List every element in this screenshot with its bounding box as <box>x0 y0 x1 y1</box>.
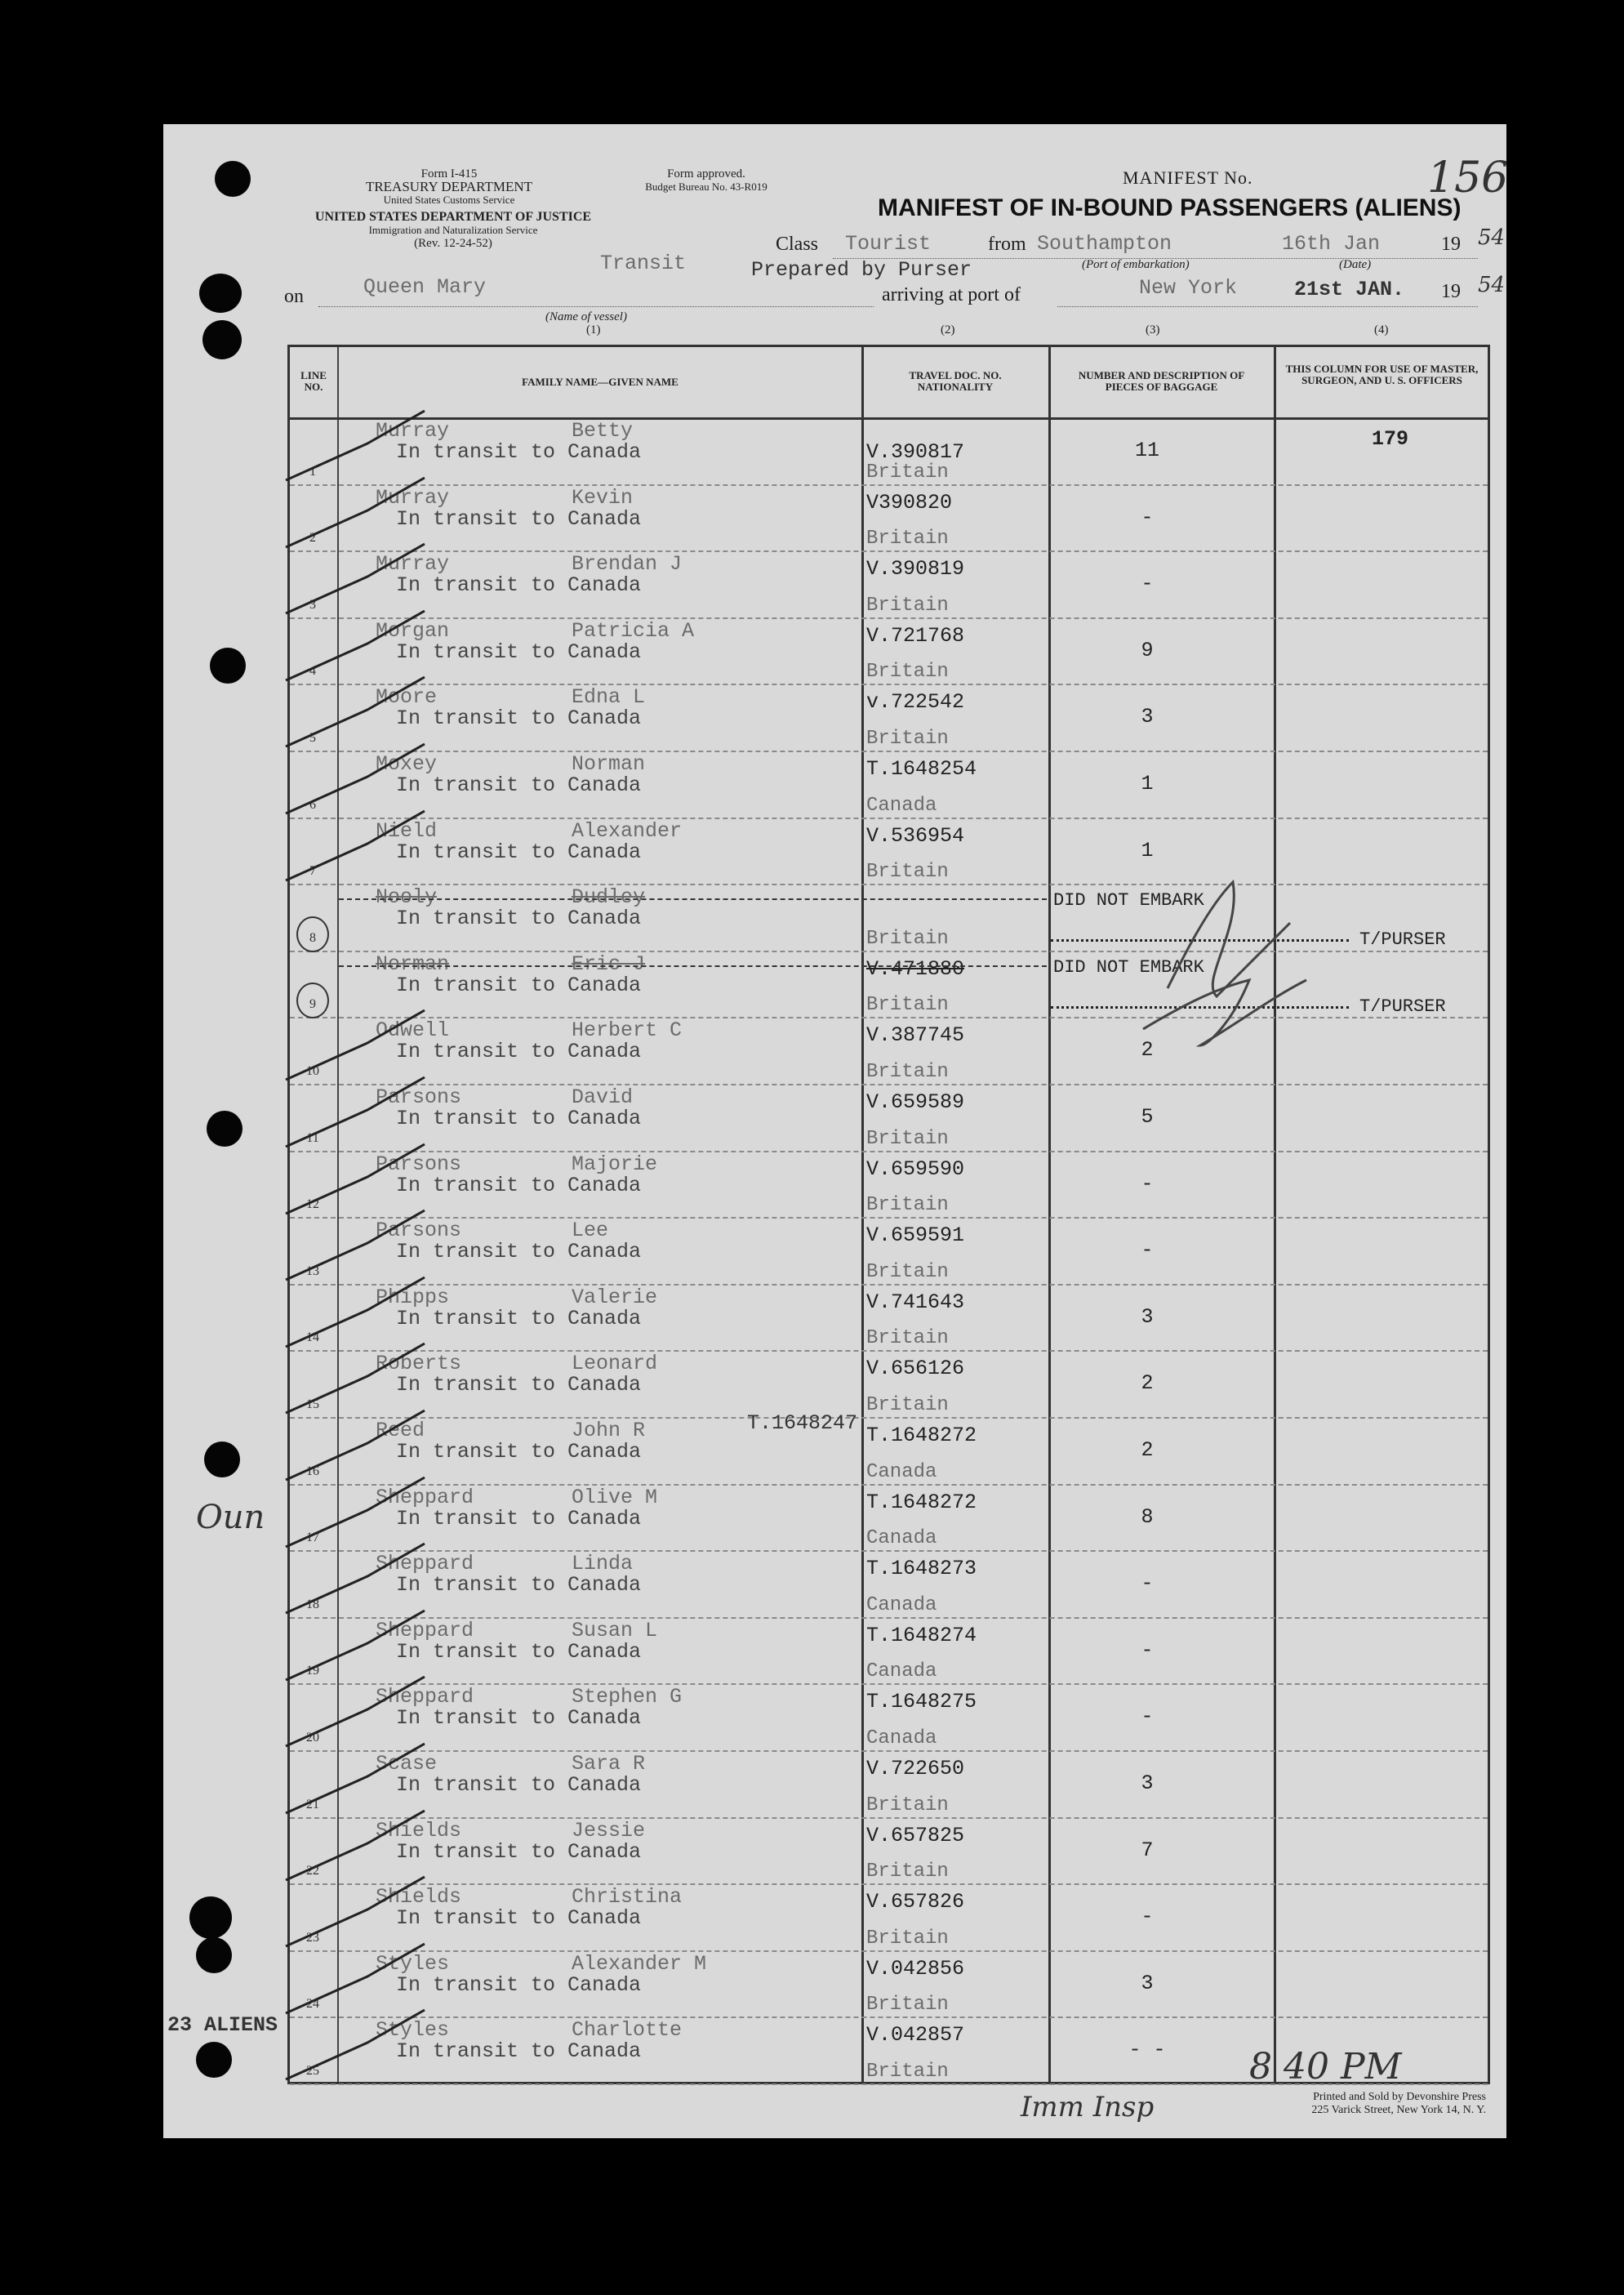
family-name: Odwell <box>376 1018 450 1043</box>
purser-signature <box>1110 858 1355 1054</box>
transit-note: In transit to Canada <box>396 773 642 797</box>
transit-note: In transit to Canada <box>396 440 642 464</box>
transit-note: In transit to Canada <box>396 639 642 664</box>
baggage: - <box>1141 1238 1154 1263</box>
transit-note: In transit to Canada <box>396 506 642 531</box>
family-name: Murray <box>376 552 450 577</box>
family-name: Morgan <box>376 618 450 643</box>
given-name: Patricia A <box>572 618 695 643</box>
transit-label: Transit <box>600 252 687 275</box>
punch-hole <box>204 1442 240 1477</box>
given-name: Betty <box>572 419 634 443</box>
punch-hole <box>189 1896 232 1939</box>
nationality: Britain <box>866 1194 949 1217</box>
baggage: 9 <box>1141 638 1154 662</box>
table-row <box>290 1085 1488 1152</box>
travel-doc: V.656126 <box>866 1357 965 1381</box>
travel-doc: T.1648273 <box>866 1557 977 1581</box>
travel-doc: V.387745 <box>866 1023 965 1048</box>
circled-line-number <box>296 916 329 952</box>
port-embarkation: Southampton <box>1037 232 1172 256</box>
treasury-dept: TREASURY DEPARTMENT <box>365 179 533 194</box>
arrival-date: 21st JAN. <box>1294 278 1405 301</box>
line-number: 1 <box>309 464 316 479</box>
family-name: Norman <box>376 951 450 976</box>
travel-doc: V.659589 <box>866 1090 965 1114</box>
nationality: Britain <box>866 1127 949 1150</box>
arriving-label: arriving at port of <box>882 284 1021 305</box>
family-name: Nield <box>376 818 438 843</box>
punch-hole <box>202 320 242 359</box>
family-name: Moore <box>376 685 438 710</box>
punch-hole <box>196 1937 232 1973</box>
inspector-signature: Imm Insp <box>1021 2091 1155 2123</box>
given-name: Susan L <box>572 1618 658 1642</box>
table-row <box>290 486 1488 553</box>
travel-doc: V.042857 <box>866 2023 965 2048</box>
manifest-no-label: MANIFEST No. <box>1123 167 1253 188</box>
officer-note: 179 <box>1372 427 1409 451</box>
table-row <box>290 752 1488 819</box>
baggage: 3 <box>1141 1771 1154 1795</box>
budget-bureau: Budget Bureau No. 43-R019 <box>645 180 768 193</box>
travel-doc: V.390817 <box>866 440 965 464</box>
given-name: Brendan J <box>572 552 683 577</box>
line-number: 23 <box>306 1930 319 1945</box>
nationality: Britain <box>866 1393 949 1416</box>
line-number: 5 <box>309 730 316 745</box>
transit-note: In transit to Canada <box>396 907 642 931</box>
family-name: Parsons <box>376 1152 462 1176</box>
line-number: 7 <box>309 864 316 879</box>
line-number: 10 <box>306 1063 319 1078</box>
line-number: 22 <box>306 1864 319 1878</box>
travel-doc: T.1648274 <box>866 1623 977 1647</box>
baggage: DID NOT EMBARK <box>1053 890 1204 911</box>
nationality: Britain <box>866 927 949 950</box>
family-name: Murray <box>376 419 450 443</box>
vessel-name: Queen Mary <box>363 275 487 299</box>
nationality: Britain <box>866 727 949 750</box>
transit-note: In transit to Canada <box>396 706 642 731</box>
table-row <box>290 1952 1488 2019</box>
baggage: - <box>1141 572 1154 596</box>
line-number: 11 <box>306 1130 319 1145</box>
on-label: on <box>284 286 304 307</box>
table-row <box>290 619 1488 686</box>
check-mark <box>269 1994 433 2092</box>
printer-line-2: 225 Varick Street, New York 14, N. Y. <box>1311 2104 1486 2116</box>
family-name: Styles <box>376 2018 450 2043</box>
given-name: Alexander M <box>572 1951 707 1976</box>
punch-hole <box>210 648 246 684</box>
reed-extra-doc: T.1648247 <box>747 1411 858 1435</box>
table-row <box>290 1219 1488 1286</box>
header-baggage: NUMBER AND DESCRIPTION OF PIECES OF BAGGAGE <box>1078 369 1245 393</box>
baggage: 11 <box>1134 439 1159 462</box>
transit-note: In transit to Canada <box>396 1240 642 1264</box>
baggage: 5 <box>1141 1105 1154 1129</box>
travel-doc: T.1648254 <box>866 757 977 781</box>
table-row <box>290 1885 1488 1952</box>
table-row <box>290 1619 1488 1686</box>
nationality: Britain <box>866 1260 949 1283</box>
table-row <box>290 419 1488 486</box>
nationality: Britain <box>866 1927 949 1950</box>
class-value: Tourist <box>845 232 932 256</box>
given-name: Alexander <box>572 818 683 843</box>
line-number: 16 <box>306 1464 319 1478</box>
family-name: Nooly <box>376 885 438 910</box>
baggage: - <box>1141 1638 1154 1662</box>
travel-doc: V390820 <box>866 490 953 515</box>
col3-number: (3) <box>1146 323 1160 336</box>
travel-doc: V.390819 <box>866 557 965 582</box>
officer-note: T/PURSER <box>1359 996 1446 1017</box>
justice-dept: UNITED STATES DEPARTMENT OF JUSTICE <box>314 210 592 224</box>
travel-doc: V.659591 <box>866 1223 965 1248</box>
baggage: 1 <box>1141 772 1154 795</box>
arrival-year-prefix: 19 <box>1441 281 1461 302</box>
header-travel-doc: TRAVEL DOC. NO. NATIONALITY <box>909 369 1002 393</box>
given-name: Kevin <box>572 485 634 510</box>
punch-hole <box>207 1111 242 1147</box>
transit-note: In transit to Canada <box>396 1639 642 1664</box>
family-name: Moxey <box>376 752 438 776</box>
header-name: FAMILY NAME—GIVEN NAME <box>522 376 679 388</box>
given-name: John R <box>572 1419 646 1442</box>
nationality: Britain <box>866 528 949 550</box>
col4-number: (4) <box>1374 323 1389 336</box>
class-label: Class <box>776 234 819 255</box>
transit-note: In transit to Canada <box>396 2039 642 2064</box>
table-row <box>290 1286 1488 1352</box>
line-number: 18 <box>306 1597 319 1611</box>
transit-note: In transit to Canada <box>396 1373 642 1397</box>
from-label: from <box>988 234 1026 255</box>
travel-doc: V.741643 <box>866 1290 965 1314</box>
given-name: Charlotte <box>572 2018 683 2043</box>
baggage: - <box>1141 1571 1154 1596</box>
baggage: 2 <box>1141 1438 1154 1462</box>
check-mark <box>269 795 433 893</box>
travel-doc: T.1648272 <box>866 1490 977 1514</box>
table-row <box>290 1352 1488 1419</box>
family-name: Parsons <box>376 1085 462 1109</box>
nationality: Canada <box>866 1593 937 1616</box>
line-number: 2 <box>309 531 316 546</box>
punch-hole <box>199 274 242 313</box>
baggage: - <box>1141 1171 1154 1196</box>
arrival-time: 8 40 PM <box>1249 2046 1402 2088</box>
table-row <box>290 1685 1488 1752</box>
family-name: Shields <box>376 1818 462 1843</box>
line-number: 6 <box>309 797 316 812</box>
travel-doc: V.536954 <box>866 823 965 848</box>
transit-note: In transit to Canada <box>396 1173 642 1197</box>
given-name: Dudley <box>572 885 646 910</box>
given-name: David <box>572 1085 634 1109</box>
nationality: Britain <box>866 1060 949 1083</box>
margin-initials: Oun <box>196 1499 265 1536</box>
given-name: Sara R <box>572 1752 646 1776</box>
prepared-by: Prepared by Purser <box>751 258 972 282</box>
nationality: Britain <box>866 861 949 884</box>
line-number: 20 <box>306 1730 319 1745</box>
line-number: 4 <box>309 664 316 679</box>
line-number: 9 <box>309 997 316 1012</box>
transit-note: In transit to Canada <box>396 840 642 864</box>
given-name: Edna L <box>572 685 646 710</box>
travel-doc: T.1648272 <box>866 1424 977 1447</box>
given-name: Olive M <box>572 1485 658 1509</box>
table-row <box>290 685 1488 752</box>
embark-year-prefix: 19 <box>1441 234 1461 255</box>
baggage: 7 <box>1141 1838 1154 1862</box>
baggage: - <box>1141 1905 1154 1929</box>
family-name: Shields <box>376 1885 462 1910</box>
baggage: - - <box>1128 2038 1166 2062</box>
family-name: Scase <box>376 1752 438 1776</box>
table-row <box>290 1486 1488 1553</box>
line-number: 17 <box>306 1531 319 1545</box>
baggage: 2 <box>1141 1038 1154 1063</box>
nationality: Britain <box>866 2060 949 2083</box>
baggage: 2 <box>1141 1371 1154 1396</box>
table-row <box>290 1819 1488 1886</box>
travel-doc: V.721768 <box>866 623 965 648</box>
nationality: Britain <box>866 1994 949 2016</box>
table-row <box>290 1552 1488 1619</box>
family-name: Roberts <box>376 1352 462 1376</box>
travel-doc: V.657825 <box>866 1823 965 1847</box>
baggage: 3 <box>1141 1304 1154 1329</box>
transit-note: In transit to Canada <box>396 1839 642 1864</box>
given-name: Christina <box>572 1885 683 1910</box>
line-number: 15 <box>306 1397 319 1411</box>
nationality: Britain <box>866 594 949 617</box>
nationality: Britain <box>866 1794 949 1816</box>
line-number: 3 <box>309 597 316 612</box>
baggage: - <box>1141 505 1154 529</box>
line-number: 13 <box>306 1263 319 1278</box>
nationality: Britain <box>866 661 949 684</box>
family-name: Reed <box>376 1419 425 1442</box>
nationality: Britain <box>866 461 949 484</box>
given-name: Norman <box>572 752 646 776</box>
line-number: 21 <box>306 1797 319 1811</box>
given-name: Linda <box>572 1552 634 1576</box>
header-officers: THIS COLUMN FOR USE OF MASTER, SURGEON, AND U. S. OFFICERS <box>1285 363 1479 386</box>
transit-note: In transit to Canada <box>396 1306 642 1330</box>
given-name: Leonard <box>572 1352 658 1376</box>
family-name: Sheppard <box>376 1618 474 1642</box>
embark-date: 16th Jan <box>1282 232 1381 256</box>
baggage: 8 <box>1141 1504 1154 1529</box>
table-row <box>290 1752 1488 1819</box>
given-name: Lee <box>572 1219 609 1243</box>
transit-note: In transit to Canada <box>396 1440 642 1464</box>
transit-note: In transit to Canada <box>396 1573 642 1598</box>
line-number: 25 <box>306 2063 319 2078</box>
given-name: Eric J <box>572 951 646 976</box>
transit-note: In transit to Canada <box>396 573 642 598</box>
nationality: Britain <box>866 994 949 1017</box>
family-name: Sheppard <box>376 1552 474 1576</box>
transit-note: In transit to Canada <box>396 1773 642 1797</box>
embark-year: 54 <box>1478 225 1506 250</box>
baggage: 3 <box>1141 1971 1154 1995</box>
family-name: Styles <box>376 1951 450 1976</box>
arrival-port: New York <box>1139 276 1238 300</box>
nationality: Canada <box>866 1660 937 1683</box>
punch-hole <box>196 2042 232 2078</box>
form-number: Form I-415 <box>420 167 478 180</box>
line-number: 8 <box>309 930 316 945</box>
given-name: Jessie <box>572 1818 646 1843</box>
manifest-table <box>287 345 1490 2084</box>
transit-note: In transit to Canada <box>396 1906 642 1931</box>
family-name: Sheppard <box>376 1485 474 1509</box>
nationality: Canada <box>866 1460 937 1483</box>
transit-note: In transit to Canada <box>396 1040 642 1064</box>
transit-note: In transit to Canada <box>396 973 642 997</box>
given-name: Majorie <box>572 1152 658 1176</box>
transit-note: In transit to Canada <box>396 1506 642 1531</box>
family-name: Parsons <box>376 1219 462 1243</box>
nationality: Canada <box>866 794 937 817</box>
manifest-title: MANIFEST OF IN-BOUND PASSENGERS (ALIENS) <box>878 194 1462 221</box>
given-name: Herbert C <box>572 1018 683 1043</box>
baggage: DID NOT EMBARK <box>1053 956 1204 978</box>
punch-hole <box>215 161 251 197</box>
form-approved: Form approved. <box>667 167 745 180</box>
officer-note: T/PURSER <box>1359 929 1446 951</box>
baggage: - <box>1141 1705 1154 1729</box>
nationality: Canada <box>866 1527 937 1550</box>
nationality: Britain <box>866 1861 949 1883</box>
customs-service: United States Customs Service <box>383 194 515 206</box>
family-name: Sheppard <box>376 1685 474 1709</box>
travel-doc: V.722650 <box>866 1757 965 1780</box>
given-name: Stephen G <box>572 1685 683 1709</box>
transit-note: In transit to Canada <box>396 1107 642 1130</box>
col1-number: (1) <box>586 323 601 336</box>
transit-note: In transit to Canada <box>396 1972 642 1997</box>
family-name: Phipps <box>376 1285 450 1309</box>
table-row <box>290 1419 1488 1486</box>
ins-service: Immigration and Naturalization Service <box>368 224 538 236</box>
travel-doc: T.1648275 <box>866 1690 977 1714</box>
given-name: Valerie <box>572 1285 658 1309</box>
col2-number: (2) <box>941 323 955 336</box>
baggage: 1 <box>1141 838 1154 862</box>
header-line-no: LINE NO. <box>300 369 327 393</box>
date-caption: (Date) <box>1339 258 1372 271</box>
aliens-total: 23 ALIENS <box>167 2013 278 2037</box>
travel-doc: v.722542 <box>866 690 965 715</box>
travel-doc: V.042856 <box>866 1956 965 1981</box>
line-number: 19 <box>306 1664 319 1678</box>
baggage: 3 <box>1141 705 1154 729</box>
table-row <box>290 1152 1488 1219</box>
travel-doc: V.471880 <box>866 956 965 981</box>
nationality: Canada <box>866 1727 937 1749</box>
travel-doc: V.657826 <box>866 1890 965 1914</box>
family-name: Murray <box>376 485 450 510</box>
vessel-caption: (Name of vessel) <box>545 310 627 323</box>
table-row <box>290 552 1488 619</box>
line-number: 24 <box>306 1997 319 2012</box>
printer-line-1: Printed and Sold by Devonshire Press <box>1313 2091 1486 2103</box>
nationality: Britain <box>866 1327 949 1350</box>
line-number: 14 <box>306 1330 319 1345</box>
form-revision: (Rev. 12-24-52) <box>414 237 492 250</box>
port-embark-caption: (Port of embarkation) <box>1082 258 1190 271</box>
manifest-rows <box>290 419 1488 2082</box>
line-number: 12 <box>306 1197 319 1212</box>
transit-note: In transit to Canada <box>396 1706 642 1731</box>
arrival-year: 54 <box>1478 273 1506 297</box>
manifest-number: 156 <box>1427 154 1509 203</box>
travel-doc: V.659590 <box>866 1156 965 1181</box>
